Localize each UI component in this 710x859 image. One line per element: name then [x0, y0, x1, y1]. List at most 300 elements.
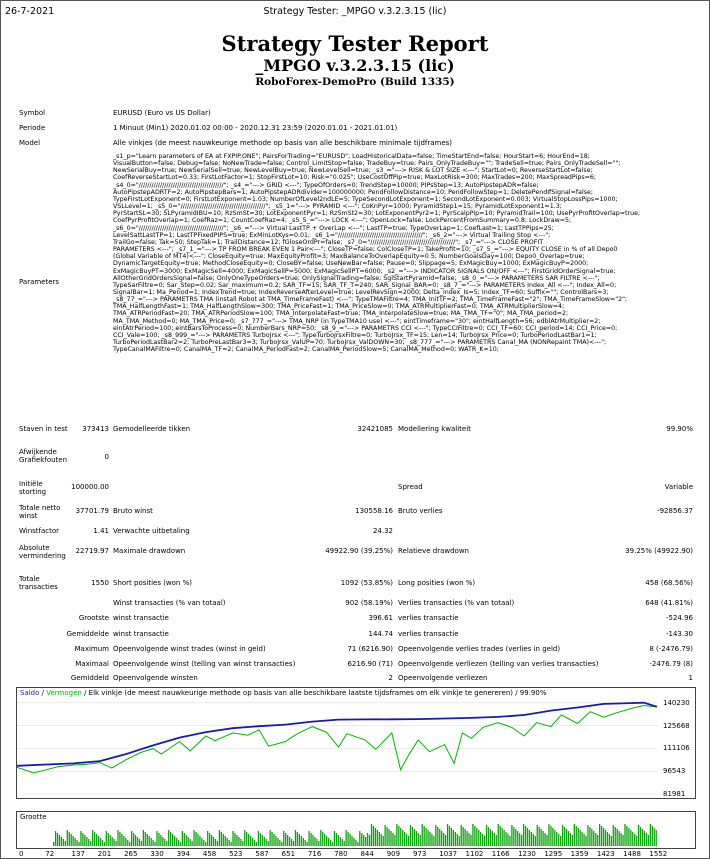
volume-bar	[310, 833, 311, 846]
volume-bar	[425, 828, 426, 846]
volume-bar	[246, 832, 247, 846]
y-tick-label: 96543	[663, 767, 686, 776]
largest-win-label: winst transactie	[113, 614, 169, 622]
volume-bar	[332, 842, 333, 846]
volume-bar	[262, 835, 263, 846]
gross-loss-label: Bruto verlies	[398, 507, 443, 515]
x-tick-label: 1102	[465, 850, 484, 858]
volume-bar	[622, 835, 623, 846]
ticks-label: Gemodelleerde tikken	[113, 425, 191, 433]
volume-bar	[197, 834, 198, 846]
volume-bar	[424, 826, 425, 846]
model-label: Model	[19, 139, 41, 147]
volume-bar	[135, 835, 136, 846]
volume-bar	[455, 832, 456, 846]
volume-bar	[507, 834, 508, 846]
bars-value: 373413	[82, 425, 109, 433]
parameter-line: DynamicTargetEquity=true; MethodCloseEquity=0; CloseBY=false; UseNewBar=false; Pause=0; Slippage=5; ExMagicBuy=1000; ExMagicBuyP=2000;	[113, 260, 589, 268]
deposit-label: Initiële storting	[19, 480, 47, 496]
volume-bar	[256, 842, 257, 846]
volume-bar	[564, 827, 565, 846]
volume-bar	[301, 836, 302, 846]
volume-bar	[611, 836, 612, 846]
volume-bar	[201, 838, 202, 846]
volume-bar	[383, 836, 384, 846]
volume-bar	[392, 833, 393, 846]
volume-bar	[279, 840, 280, 846]
volume-bar	[129, 842, 130, 846]
parameter-line: LevelSattLastTP=1; LastTPFixedPIPS=true; ExMinLotKys=0.01; _s6_1="////////////////////////////////////////"; _s6_2="---> Virtual Trailing Stop <---";	[113, 231, 551, 239]
volume-bar	[307, 842, 308, 846]
max-drawdown-value: 49922.90 (39.25%)	[325, 547, 393, 555]
volume-bar	[121, 834, 122, 846]
errors-value: 0	[104, 453, 109, 461]
volume-bar	[626, 826, 627, 846]
volume-bar	[416, 831, 417, 846]
volume-bar	[388, 829, 389, 846]
volume-bar	[324, 834, 325, 846]
volume-bar	[188, 837, 189, 846]
chart-caption	[20, 689, 547, 697]
volume-bar	[414, 829, 415, 846]
volume-bar	[494, 833, 495, 846]
volume-bar	[353, 838, 354, 846]
x-tick-label: 1423	[596, 850, 615, 858]
volume-bar	[223, 834, 224, 846]
volume-bar	[232, 831, 233, 846]
volume-bar	[186, 835, 187, 846]
volume-bar	[260, 833, 261, 846]
parameter-line: VSLLevel=1; _s5_0="////////////////////////////////////////"; _s5_1="---> PYRAMID <---"; CoKnPyr=1000; PyramidStep1=15; PyramidLotExponent1=1.3;	[113, 203, 562, 211]
long-value: 458 (68.56%)	[645, 579, 693, 587]
volume-bar	[365, 837, 366, 846]
x-tick-label: 72	[45, 850, 55, 858]
volume-bar	[217, 841, 218, 846]
volume-bar	[248, 834, 249, 846]
x-tick-label: 1037	[439, 850, 458, 858]
volume-bar	[151, 838, 152, 846]
volume-bar	[371, 824, 372, 846]
parameter-line: TrailGo=false; Tak=50; StepTak=1; TrailDistance=12; fGloseOrdPr=false; _s7_0="////////////////////////////////////////"; _s7_="---> CLOSE PROFIT	[113, 238, 544, 246]
caption-sep: /	[41, 689, 44, 697]
payoff-label: Verwachte uitbetaling	[113, 527, 190, 535]
volume-bar	[556, 832, 557, 846]
volume-bar	[108, 833, 109, 846]
volume-bar	[656, 830, 657, 846]
avg-loss-value: -143.30	[665, 630, 693, 638]
volume-bar	[603, 828, 604, 846]
volume-bar	[548, 824, 549, 846]
y-tick-label: 81981	[663, 790, 686, 798]
volume-bar	[498, 824, 499, 846]
parameter-line: AllOtherGridOrdersSignal=false; OnlyOneTypeOrders=true; OnlySignalTrading=false; SglStartPyramid=false; _s8_0_="---> PARAMETERS SAR FILTRE <---";	[113, 274, 600, 282]
volume-bar	[336, 833, 337, 846]
volume-bar	[451, 828, 452, 846]
volume-bar	[412, 827, 413, 846]
volume-bar	[642, 829, 643, 846]
loss-trades-value: 648 (41.81%)	[645, 599, 693, 607]
volume-bar	[480, 832, 481, 846]
volume-bar	[112, 837, 113, 846]
volume-bar	[82, 833, 83, 846]
parameter-line: TMA_ATRPeriodFast=20; TMA_ATRPeriodSlow=100; TMA_InterpolateFast=true; TMA_InterpolateSlow=true; MA_TMA_TF="0"; MA_TMA_period=2;	[113, 310, 569, 318]
volume-label: Grootte	[20, 813, 47, 821]
volume-bar	[170, 832, 171, 846]
parameter-line: PARAMETERS <---"; _s7_1_="---> TP FROM BREAK EVEN 1 Pair<---"; CloseTP=false; ColCloseTP=1; TakeProfit=10; _s7_5_="---> EQUITY CLOSE in % of all Depo0	[113, 246, 618, 254]
volume-bar	[195, 832, 196, 846]
largest-loss-label: verlies transactie	[398, 614, 459, 622]
largest-label: Grootste	[78, 614, 109, 622]
volume-bar	[441, 831, 442, 846]
volume-bar	[74, 838, 75, 846]
volume-bar	[322, 832, 323, 846]
volume-bar	[457, 834, 458, 846]
x-tick-label: 523	[229, 850, 243, 858]
volume-bar	[100, 838, 101, 846]
volume-bar	[340, 837, 341, 846]
volume-bar	[581, 832, 582, 846]
volume-bar	[568, 831, 569, 846]
symbol-value: EURUSD (Euro vs US Dollar)	[113, 109, 211, 117]
volume-bar	[503, 830, 504, 846]
volume-bar	[178, 840, 179, 846]
volume-bar	[344, 841, 345, 846]
rel-drawdown-label: Relatieve drawdown	[398, 547, 469, 555]
parameter-line: TMA_HalfLengthFast=1; TMA_HalfLengthSlow=300; TMA_PriceFast=1; TMA_PriceSlow=0; TMA_ATRMultiplierFast=0; TMA_ATRMultiplierSlow=4;	[113, 303, 565, 311]
x-tick-label: 137	[71, 850, 85, 858]
x-tick-label: 0	[19, 850, 24, 858]
volume-bar	[90, 841, 91, 846]
volume-bar	[147, 834, 148, 846]
volume-bar	[221, 832, 222, 846]
volume-bar	[431, 834, 432, 846]
volume-bar	[193, 830, 194, 846]
symbol-label: Symbol	[19, 109, 46, 117]
volume-bar	[636, 836, 637, 846]
volume-bar	[71, 834, 72, 846]
max-consec-loss-value: 8 (-2476.79)	[649, 645, 693, 653]
volume-bar	[566, 829, 567, 846]
model-value: Alle vinkjes (de meest nauwkeurige methode op basis van alle beschikbare minimale tijdframes)	[113, 139, 453, 147]
volume-bar	[502, 828, 503, 846]
volume-bar	[488, 827, 489, 846]
volume-bar	[587, 825, 588, 846]
volume-bar	[396, 824, 397, 846]
volume-bar	[517, 831, 518, 846]
volume-bar	[597, 835, 598, 846]
parameter-line: _s6_0="////////////////////////////////////////"; _s6_="---> Virtual LastTP + OverLap <---"; LastTP=true; TypeOverLap=1; CoefLast=1; LastTPPips=25;	[113, 224, 554, 232]
volume-bar	[308, 831, 309, 846]
avg-loss-label: verlies transactie	[398, 630, 459, 638]
volume-bar	[88, 839, 89, 846]
x-tick-label: 458	[202, 850, 217, 858]
volume-bar	[385, 825, 386, 846]
volume-bar	[168, 830, 169, 846]
volume-bar	[533, 834, 534, 846]
volume-bar	[583, 834, 584, 846]
volume-bar	[326, 836, 327, 846]
volume-bar	[437, 827, 438, 846]
volume-bar	[125, 838, 126, 846]
volume-bar	[628, 828, 629, 846]
average2-label: Gemiddeld	[70, 674, 109, 682]
parameter-line: _s1_p="Learn parameters of EA at FXPIP.ONE"; PairsForTrading="EURUSD"; LoadHistoricalData=false; TimeStartEnd=false; HourStart=6; HourEnd=18;	[113, 153, 590, 160]
volume-bar	[654, 828, 655, 846]
volume-bar	[275, 836, 276, 846]
volume-bar	[137, 837, 138, 846]
volume-bar	[240, 839, 241, 846]
volume-bar	[117, 830, 118, 846]
volume-bar	[427, 830, 428, 846]
largest-loss-value: -524.96	[665, 614, 693, 622]
print-header	[1, 1, 709, 21]
volume-bar	[346, 830, 347, 846]
volume-bar	[418, 833, 419, 846]
broker-name: RoboForex-DemoPro (Build 1335)	[255, 76, 455, 88]
equity-line	[17, 706, 657, 773]
volume-bar	[381, 834, 382, 846]
volume-bar	[110, 835, 111, 846]
volume-bar	[203, 840, 204, 846]
volume-bar	[404, 832, 405, 846]
x-tick-label: 973	[413, 850, 427, 858]
volume-bar	[519, 833, 520, 846]
max-consec-loss-label: Opeenvolgende verlies trades (verlies in geld)	[398, 645, 561, 653]
maximal-consec-loss-value: -2476.79 (8)	[649, 660, 693, 668]
volume-bar	[266, 839, 267, 846]
x-tick-label: 394	[176, 850, 190, 858]
win-trades-label: Winst transacties (% van totaal)	[113, 599, 226, 607]
parameter-line: eintAtrPeriod=100; eintBarsToProcess=0; NumberBars_NRP=50; _s8_9_="---> PARAMETRS CCI <---"; TypeCCIFiltre=0; CCI_TF=60; CCI_period=14; CCI_Price=0;	[113, 324, 618, 332]
abs-drawdown-value: 22719.97	[75, 547, 109, 555]
x-tick-label: 587	[255, 850, 269, 858]
parameter-line: TurboPeriodLastBar2=2; TurboPreLastBar3=3; TurboJrsx_ValUP=70; TurboJrsx_ValDOWN=30; _s8_777_="---> PARAMETRS Canal_MA (NONRepaint TMA)<---";	[113, 339, 607, 347]
caption-rest: / Elk vinkje (de meest nauwkeurige methode op basis van alle beschikbare laatste tijdsframes om elk vinkje te genereren) / 99.90%	[84, 689, 547, 697]
volume-bar	[145, 832, 146, 846]
volume-bar	[613, 825, 614, 846]
volume-bar	[535, 836, 536, 846]
volume-bar	[287, 835, 288, 846]
volume-bar	[205, 842, 206, 846]
win-trades-value: 902 (58.19%)	[345, 599, 393, 607]
volume-bar	[402, 830, 403, 846]
spread-value: Variable	[664, 483, 693, 491]
volume-bar	[123, 836, 124, 846]
volume-bar	[615, 827, 616, 846]
volume-bar	[410, 825, 411, 846]
volume-bar	[229, 840, 230, 846]
volume-bar	[127, 840, 128, 846]
volume-bar	[652, 826, 653, 846]
avg-consec-loss-label: Opeenvolgende verliezen	[398, 674, 488, 682]
volume-bar	[461, 825, 462, 846]
volume-bar	[141, 841, 142, 846]
volume-bar	[420, 835, 421, 846]
window-title: Strategy Tester: _MPGO v.3.2.3.15 (lic)	[263, 6, 447, 17]
parameter-line: (Global Variable of MT4)<---"; CloseEquity=true; MaxEquityProfit=3; MaxBalanceToOverlapEquity=0.5; NumberGoalsDay=100; Depo0_Overlap=true;	[113, 253, 585, 261]
volume-bar	[162, 837, 163, 846]
volume-bar	[463, 827, 464, 846]
x-tick-label: 844	[360, 850, 374, 858]
volume-bar	[314, 837, 315, 846]
volume-bar	[406, 834, 407, 846]
volume-bar	[283, 831, 284, 846]
volume-bar	[312, 835, 313, 846]
volume-bar	[295, 830, 296, 846]
avg-consec-loss-value: 1	[688, 674, 693, 682]
volume-bar	[474, 826, 475, 846]
volume-bar	[459, 836, 460, 846]
volume-bar	[466, 831, 467, 846]
volume-bar	[453, 830, 454, 846]
volume-bar	[63, 839, 64, 846]
x-tick-label: 265	[124, 850, 138, 858]
volume-bar	[215, 839, 216, 846]
parameter-line: TypeSarFiltre=0; Sar_Step=0.02; Sar_maximum=0.2; SAR_TF=15; SAR_TF_T=240; SAR_Signal_BAR=0; _s8_7_="---> PARAMETERS Index_All <---"; Index_All=0;	[113, 281, 617, 289]
y-tick-label: 140230	[663, 698, 690, 707]
volume-bar	[379, 832, 380, 846]
volume-bar	[258, 831, 259, 846]
volume-bar	[143, 830, 144, 846]
parameter-line: CoefReverseStartLot=0.33; FirstLotFactor=1; StopFirstLot=10; Risk="0.025"; UseCostOffPip=true; MaxLotRisk=300; MaxTrades=200; MaxSpreadPips=6;	[113, 174, 597, 182]
avg-consec-win-label: Opeenvolgende winsten	[113, 674, 198, 682]
volume-bar	[375, 828, 376, 846]
volume-bar	[552, 828, 553, 846]
volume-bar	[648, 835, 649, 846]
volume-bar	[539, 827, 540, 846]
volume-bar	[268, 841, 269, 846]
volume-bar	[244, 830, 245, 846]
volume-bar	[408, 836, 409, 846]
volume-bar	[447, 824, 448, 846]
volume-bar	[572, 835, 573, 846]
volume-bar	[182, 831, 183, 846]
volume-bar	[236, 835, 237, 846]
volume-bar	[605, 830, 606, 846]
volume-bar	[86, 837, 87, 846]
volume-bar	[305, 840, 306, 846]
volume-bar	[607, 832, 608, 846]
parameter-line: TypeFirstLotExponent=0; FirstLotExponent=1.03; NumberOfLevel2ndLE=5; TypeSecondLotExponent=1; SecondLotExponent=0.003; VirtualStopLossPips=1000;	[113, 195, 618, 203]
volume-bar	[554, 830, 555, 846]
max-consec-win-value: 71 (6216.90)	[347, 645, 393, 653]
volume-bar	[386, 827, 387, 846]
volume-bar	[443, 833, 444, 846]
volume-bar	[361, 833, 362, 846]
volume-bar	[281, 842, 282, 846]
volume-bar	[355, 840, 356, 846]
volume-bar	[225, 836, 226, 846]
volume-bar	[104, 842, 105, 846]
short-value: 1092 (53.85%)	[340, 579, 393, 587]
volume-bar	[619, 831, 620, 846]
volume-bar	[318, 841, 319, 846]
period-value: 1 Minuut (Min1) 2020.01.02 00:00 - 2020.12.31 23:59 (2020.01.01 - 2021.01.01)	[113, 124, 398, 132]
volume-bar	[624, 824, 625, 846]
volume-bar	[113, 839, 114, 846]
x-tick-label: 909	[386, 850, 401, 858]
volume-bar	[529, 830, 530, 846]
abs-drawdown-label: Absolute vermindering	[19, 544, 66, 560]
volume-bar	[523, 824, 524, 846]
rel-drawdown-value: 39.25% (49922.90)	[625, 547, 693, 555]
volume-bar	[595, 833, 596, 846]
volume-bar	[609, 834, 610, 846]
volume-bar	[429, 832, 430, 846]
period-label: Periode	[19, 124, 46, 132]
volume-bar	[511, 825, 512, 846]
parameter-line: _s8_77_="---> PARAMETRS TMA (install Robot at TMA_TimeFrameFast) <---"; TypeTMAFiltre=4; TMA_InitTF=2; TMA_TimeFrameFast="2"; TMA_TimeFrameSlow="2";	[113, 296, 628, 304]
largest-win-value: 396.61	[368, 614, 393, 622]
volume-bar	[271, 832, 272, 846]
volume-bar	[67, 830, 68, 846]
volume-bar	[334, 831, 335, 846]
volume-bar	[537, 825, 538, 846]
volume-bar	[80, 831, 81, 846]
volume-bar	[349, 834, 350, 846]
volume-bar	[482, 834, 483, 846]
long-label: Long posities (won %)	[398, 579, 476, 587]
volume-bar	[369, 835, 370, 846]
volume-bar	[505, 832, 506, 846]
volume-bar	[351, 836, 352, 846]
volume-bar	[390, 831, 391, 846]
profit-factor-value: 1.41	[93, 527, 109, 535]
volume-bar	[102, 840, 103, 846]
volume-bar	[617, 829, 618, 846]
average-label: Gemiddelde	[66, 630, 109, 638]
volume-bar	[576, 826, 577, 846]
volume-bar	[550, 826, 551, 846]
volume-bar	[394, 835, 395, 846]
x-tick-label: 651	[281, 850, 296, 858]
maximal-consec-win-label: Opeenvolgende winst (telling van winst transacties)	[113, 660, 296, 668]
volume-bar	[227, 838, 228, 846]
volume-bar	[133, 833, 134, 846]
volume-bar	[484, 836, 485, 846]
parameter-line: SignalBar=1; Ma_Period=1; IndexTrend=true; IndexReverseAfterLevel=true; LevelRevSign=2000; Delta_index_Is=5; Index_TF=60; Suffix=""; ControlBars=3;	[113, 288, 609, 296]
volume-bar	[492, 831, 493, 846]
volume-bar	[363, 835, 364, 846]
balance-chart	[16, 687, 696, 799]
volume-bar	[57, 833, 58, 846]
volume-bar	[640, 827, 641, 846]
balance-line	[17, 703, 657, 766]
volume-bar	[330, 840, 331, 846]
volume-bar	[593, 831, 594, 846]
volume-bar	[591, 829, 592, 846]
volume-bar	[464, 829, 465, 846]
x-tick-label: 1488	[623, 850, 641, 858]
errors-label: Afwijkende Grafiekfouten	[19, 448, 68, 464]
volume-bar	[527, 828, 528, 846]
volume-bar	[578, 828, 579, 846]
volume-bar	[289, 837, 290, 846]
volume-bar	[65, 841, 66, 846]
volume-bar	[546, 835, 547, 846]
volume-bar	[291, 839, 292, 846]
volume-bar	[599, 824, 600, 846]
print-date: 26-7-2021	[5, 6, 55, 17]
volume-bar	[373, 826, 374, 846]
volume-bar	[338, 835, 339, 846]
volume-bar	[139, 839, 140, 846]
volume-bar	[211, 835, 212, 846]
volume-bar	[207, 831, 208, 846]
volume-bar	[585, 836, 586, 846]
volume-bar	[166, 841, 167, 846]
maximal-label: Maximaal	[75, 660, 109, 668]
